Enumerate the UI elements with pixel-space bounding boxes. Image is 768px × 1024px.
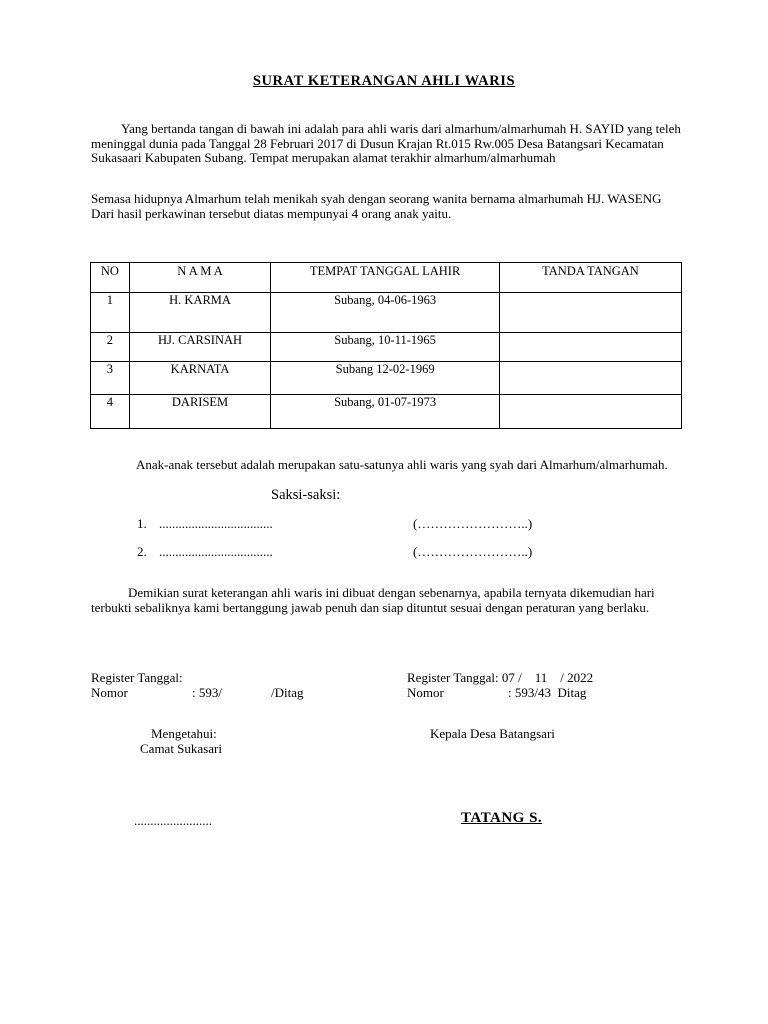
table-row	[91, 362, 682, 395]
intro-paragraph: Yang bertanda tangan di bawah ini adalah para ahli waris dari almarhum/almarhumah H. SAYID yang teleh meninggal dunia pada Tanggal 28 Februari 2017 di Dusun Krajan Rt.015 Rw.005 Desa Batangsari Kecamatan Sukasaari Kabupaten Subang. Tempat merupakan alamat terakhir almarhum/almarhumah	[91, 121, 681, 165]
register-left-nomor-label: Nomor	[91, 685, 128, 700]
header-no: NO	[91, 263, 130, 293]
table-row	[91, 395, 682, 429]
acknowledged-label: Mengetahui:	[151, 726, 217, 741]
cell-signature	[499, 362, 681, 395]
statement-paragraph: Demikian surat keterangan ahli waris ini dibuat dengan sebenarnya, apabila ternyata dikemudian hari terbukti sebaliknya kami bertanggung jawab penuh dan siap dituntut sesuai dengan peraturan yang berlaku.	[91, 585, 655, 615]
camat-signature-line: ........................	[134, 813, 212, 828]
register-right-date: Register Tanggal: 07 / 11 / 2022	[407, 670, 594, 685]
witness-1-number: 1.	[137, 516, 147, 531]
cell-nama: DARISEM	[129, 395, 270, 429]
table-header-row	[91, 263, 682, 293]
camat-title: Camat Sukasari	[140, 741, 222, 756]
cell-ttl: Subang 12-02-1969	[271, 362, 500, 395]
header-ttd: TANDA TANGAN	[499, 263, 681, 293]
register-left-nomor-value: : 593/	[192, 685, 222, 700]
register-left-nomor-suffix: /Ditag	[271, 685, 304, 700]
table-row	[91, 333, 682, 362]
cell-signature	[499, 395, 681, 429]
marriage-paragraph: Semasa hidupnya Almarhum telah menikah syah dengan seorang wanita bernama almarhumah HJ. WASENG Dari hasil perkawinan tersebut diatas mempunyai 4 orang anak yaitu.	[91, 191, 662, 221]
register-right-nomor-label: Nomor	[407, 685, 444, 700]
table-row	[91, 293, 682, 333]
cell-no: 4	[91, 395, 130, 429]
header-ttl: TEMPAT TANGGAL LAHIR	[271, 263, 500, 293]
header-nama: N A M A	[129, 263, 270, 293]
heirs-closing-paragraph: Anak-anak tersebut adalah merupakan satu-satunya ahli waris yang syah dari Almarhum/almarhumah.	[136, 457, 668, 472]
witnesses-title: Saksi-saksi:	[271, 487, 341, 503]
cell-no: 3	[91, 362, 130, 395]
witness-2-name-line: ...................................	[159, 544, 273, 559]
register-right-nomor-value: : 593/43 Ditag	[508, 685, 587, 700]
village-head-name: TATANG S.	[461, 810, 543, 826]
cell-ttl: Subang, 01-07-1973	[271, 395, 500, 429]
cell-no: 2	[91, 333, 130, 362]
cell-signature	[499, 293, 681, 333]
cell-ttl: Subang, 04-06-1963	[271, 293, 500, 333]
witness-1-name-line: ...................................	[159, 516, 273, 531]
witness-2-number: 2.	[137, 544, 147, 559]
cell-nama: KARNATA	[129, 362, 270, 395]
witness-2-signature-line: (……………………..)	[413, 544, 533, 559]
cell-nama: H. KARMA	[129, 293, 270, 333]
document-title: SURAT KETERANGAN AHLI WARIS	[252, 73, 516, 89]
cell-signature	[499, 333, 681, 362]
cell-nama: HJ. CARSINAH	[129, 333, 270, 362]
village-head-title: Kepala Desa Batangsari	[430, 726, 555, 741]
cell-no: 1	[91, 293, 130, 333]
heirs-table	[90, 262, 682, 429]
register-left-date: Register Tanggal:	[91, 670, 183, 685]
witness-1-signature-line: (……………………..)	[413, 516, 533, 531]
cell-ttl: Subang, 10-11-1965	[271, 333, 500, 362]
